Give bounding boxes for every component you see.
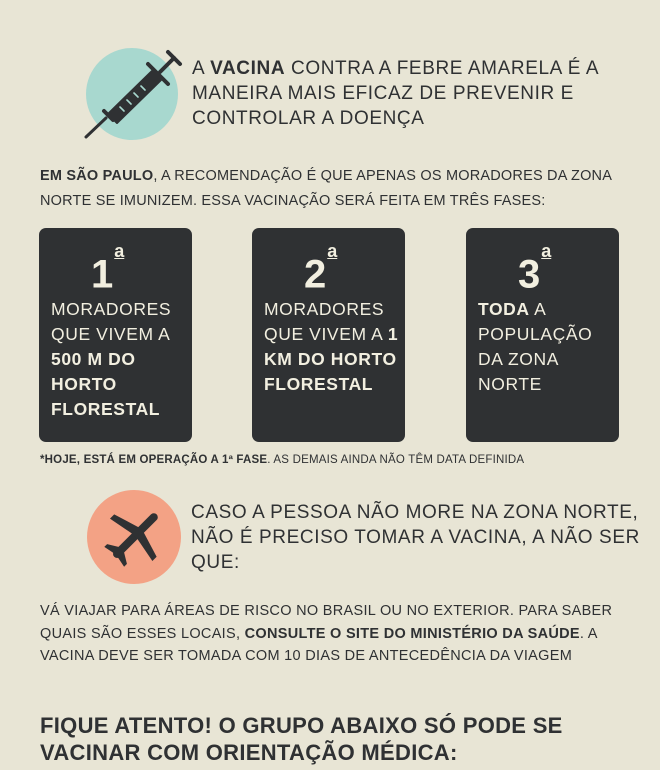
syringe-icon xyxy=(82,44,192,144)
phase-description: MORADORES QUE VIVEM A 1 KM DO HORTO FLORESTAL xyxy=(264,299,399,394)
phase-card-3 xyxy=(466,228,619,442)
phase-description: TODA A POPULAÇÃO DA ZONA NORTE xyxy=(478,299,593,394)
not-north-text: CASO A PESSOA NÃO MORE NA ZONA NORTE, NÃO É PRECISO TOMAR A VACINA, A NÃO SER QUE: xyxy=(191,502,640,573)
ministry-link-text: CONSULTE O SITE DO MINISTÉRIO DA SAÚDE xyxy=(244,625,580,642)
phase-description: MORADORES QUE VIVEM A 500 M DO HORTO FLORESTAL xyxy=(51,299,172,419)
phase-number: 2$^a$ xyxy=(304,241,338,297)
intro-bold: VACINA xyxy=(210,58,286,79)
phase-note: *HOJE, ESTÁ EM OPERAÇÃO A 1ª FASE. AS DEMAIS AINDA NÃO TÊM DATA DEFINIDA xyxy=(40,454,525,466)
attention-heading: FIQUE ATENTO! O GRUPO ABAIXO SÓ PODE SE VACINAR COM ORIENTAÇÃO MÉDICA: xyxy=(40,713,563,765)
phase-number: 3$^a$ xyxy=(518,241,552,297)
phase-number: 1$^a$ xyxy=(91,241,125,297)
airplane-icon xyxy=(100,503,168,571)
intro-text: A VACINA CONTRA A FEBRE AMARELA É A MANEIRA MAIS EFICAZ DE PREVENIR E CONTROLAR A DOENÇA xyxy=(192,58,599,129)
sao-paulo-paragraph: EM SÃO PAULO, A RECOMENDAÇÃO É QUE APENAS OS MORADORES DA ZONA NORTE SE IMUNIZEM. ESSA VACINAÇÃO SERÁ FEITA EM TRÊS FASES: xyxy=(40,168,612,209)
phase-card-2 xyxy=(252,228,405,442)
phase-card-1 xyxy=(39,228,192,442)
travel-paragraph: VÁ VIAJAR PARA ÁREAS DE RISCO NO BRASIL OU NO EXTERIOR. PARA SABER QUAIS SÃO ESSES LOCAIS, CONSULTE O SITE DO MINISTÉRIO DA SAÚDE. A VACINA DEVE SER TOMADA COM 10 DIAS DE ANTECEDÊNCIA DA VIAGEM xyxy=(40,603,613,664)
